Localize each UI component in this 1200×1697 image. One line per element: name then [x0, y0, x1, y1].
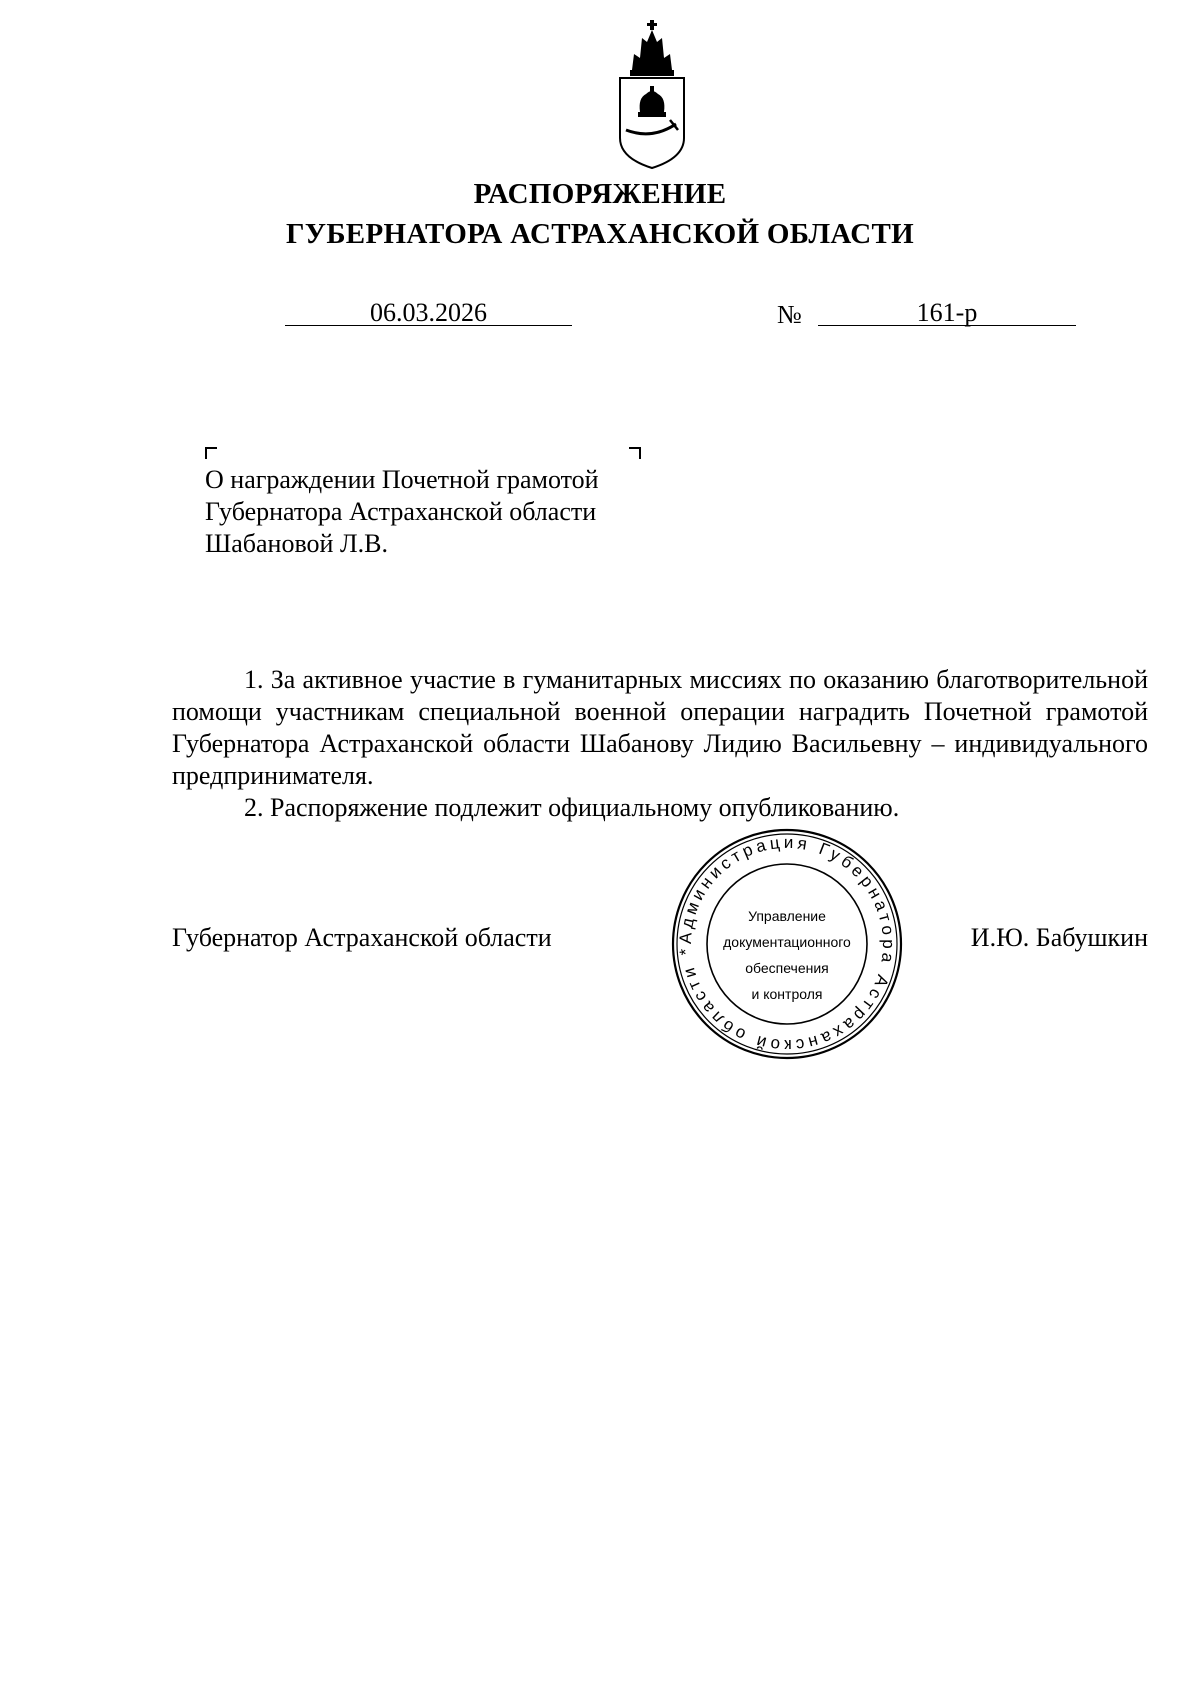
document-body: [172, 664, 1148, 824]
body-paragraph-2: 2. Распоряжение подлежит официальному опубликованию.: [244, 793, 900, 822]
official-stamp: [668, 825, 906, 1063]
document-date: 06.03.2026: [370, 298, 487, 327]
stamp-center-line: Управление: [748, 908, 826, 924]
document-subject: [205, 464, 645, 560]
stamp-center-line: и контроля: [751, 986, 823, 1002]
coat-of-arms-emblem: [612, 18, 692, 176]
document-type-title: РАСПОРЯЖЕНИЕ: [473, 178, 727, 210]
date-underline: [285, 325, 572, 326]
number-underline: [818, 325, 1076, 326]
signatory-name: И.Ю. Бабушкин: [970, 923, 1148, 952]
issuer-title: ГУБЕРНАТОРА АСТРАХАНСКОЙ ОБЛАСТИ: [286, 218, 914, 250]
subject-line: Шабановой Л.В.: [205, 529, 388, 558]
subject-corner-mark-right: [629, 447, 641, 459]
stamp-center-line: документационного: [723, 934, 851, 950]
subject-line: Губернатора Астраханской области: [205, 497, 597, 526]
subject-line: О награждении Почетной грамотой: [205, 465, 599, 494]
subject-corner-mark-left: [205, 447, 217, 459]
stamp-ring-text: Администрация Губернатора Астраханской области *: [675, 832, 899, 1056]
number-sign: №: [777, 300, 802, 329]
stamp-center-line: обеспечения: [745, 960, 829, 976]
document-number: 161-р: [916, 298, 978, 327]
signatory-position: Губернатор Астраханской области: [172, 923, 552, 952]
body-paragraph-1: 1. За активное участие в гуманитарных миссиях по оказанию благотворительной помощи участникам специальной военной операции наградить Почетной грамотой Губернатора Астраханской области Шабанову Лидию Васильевну – индивидуального предпринимателя.: [172, 665, 1148, 790]
